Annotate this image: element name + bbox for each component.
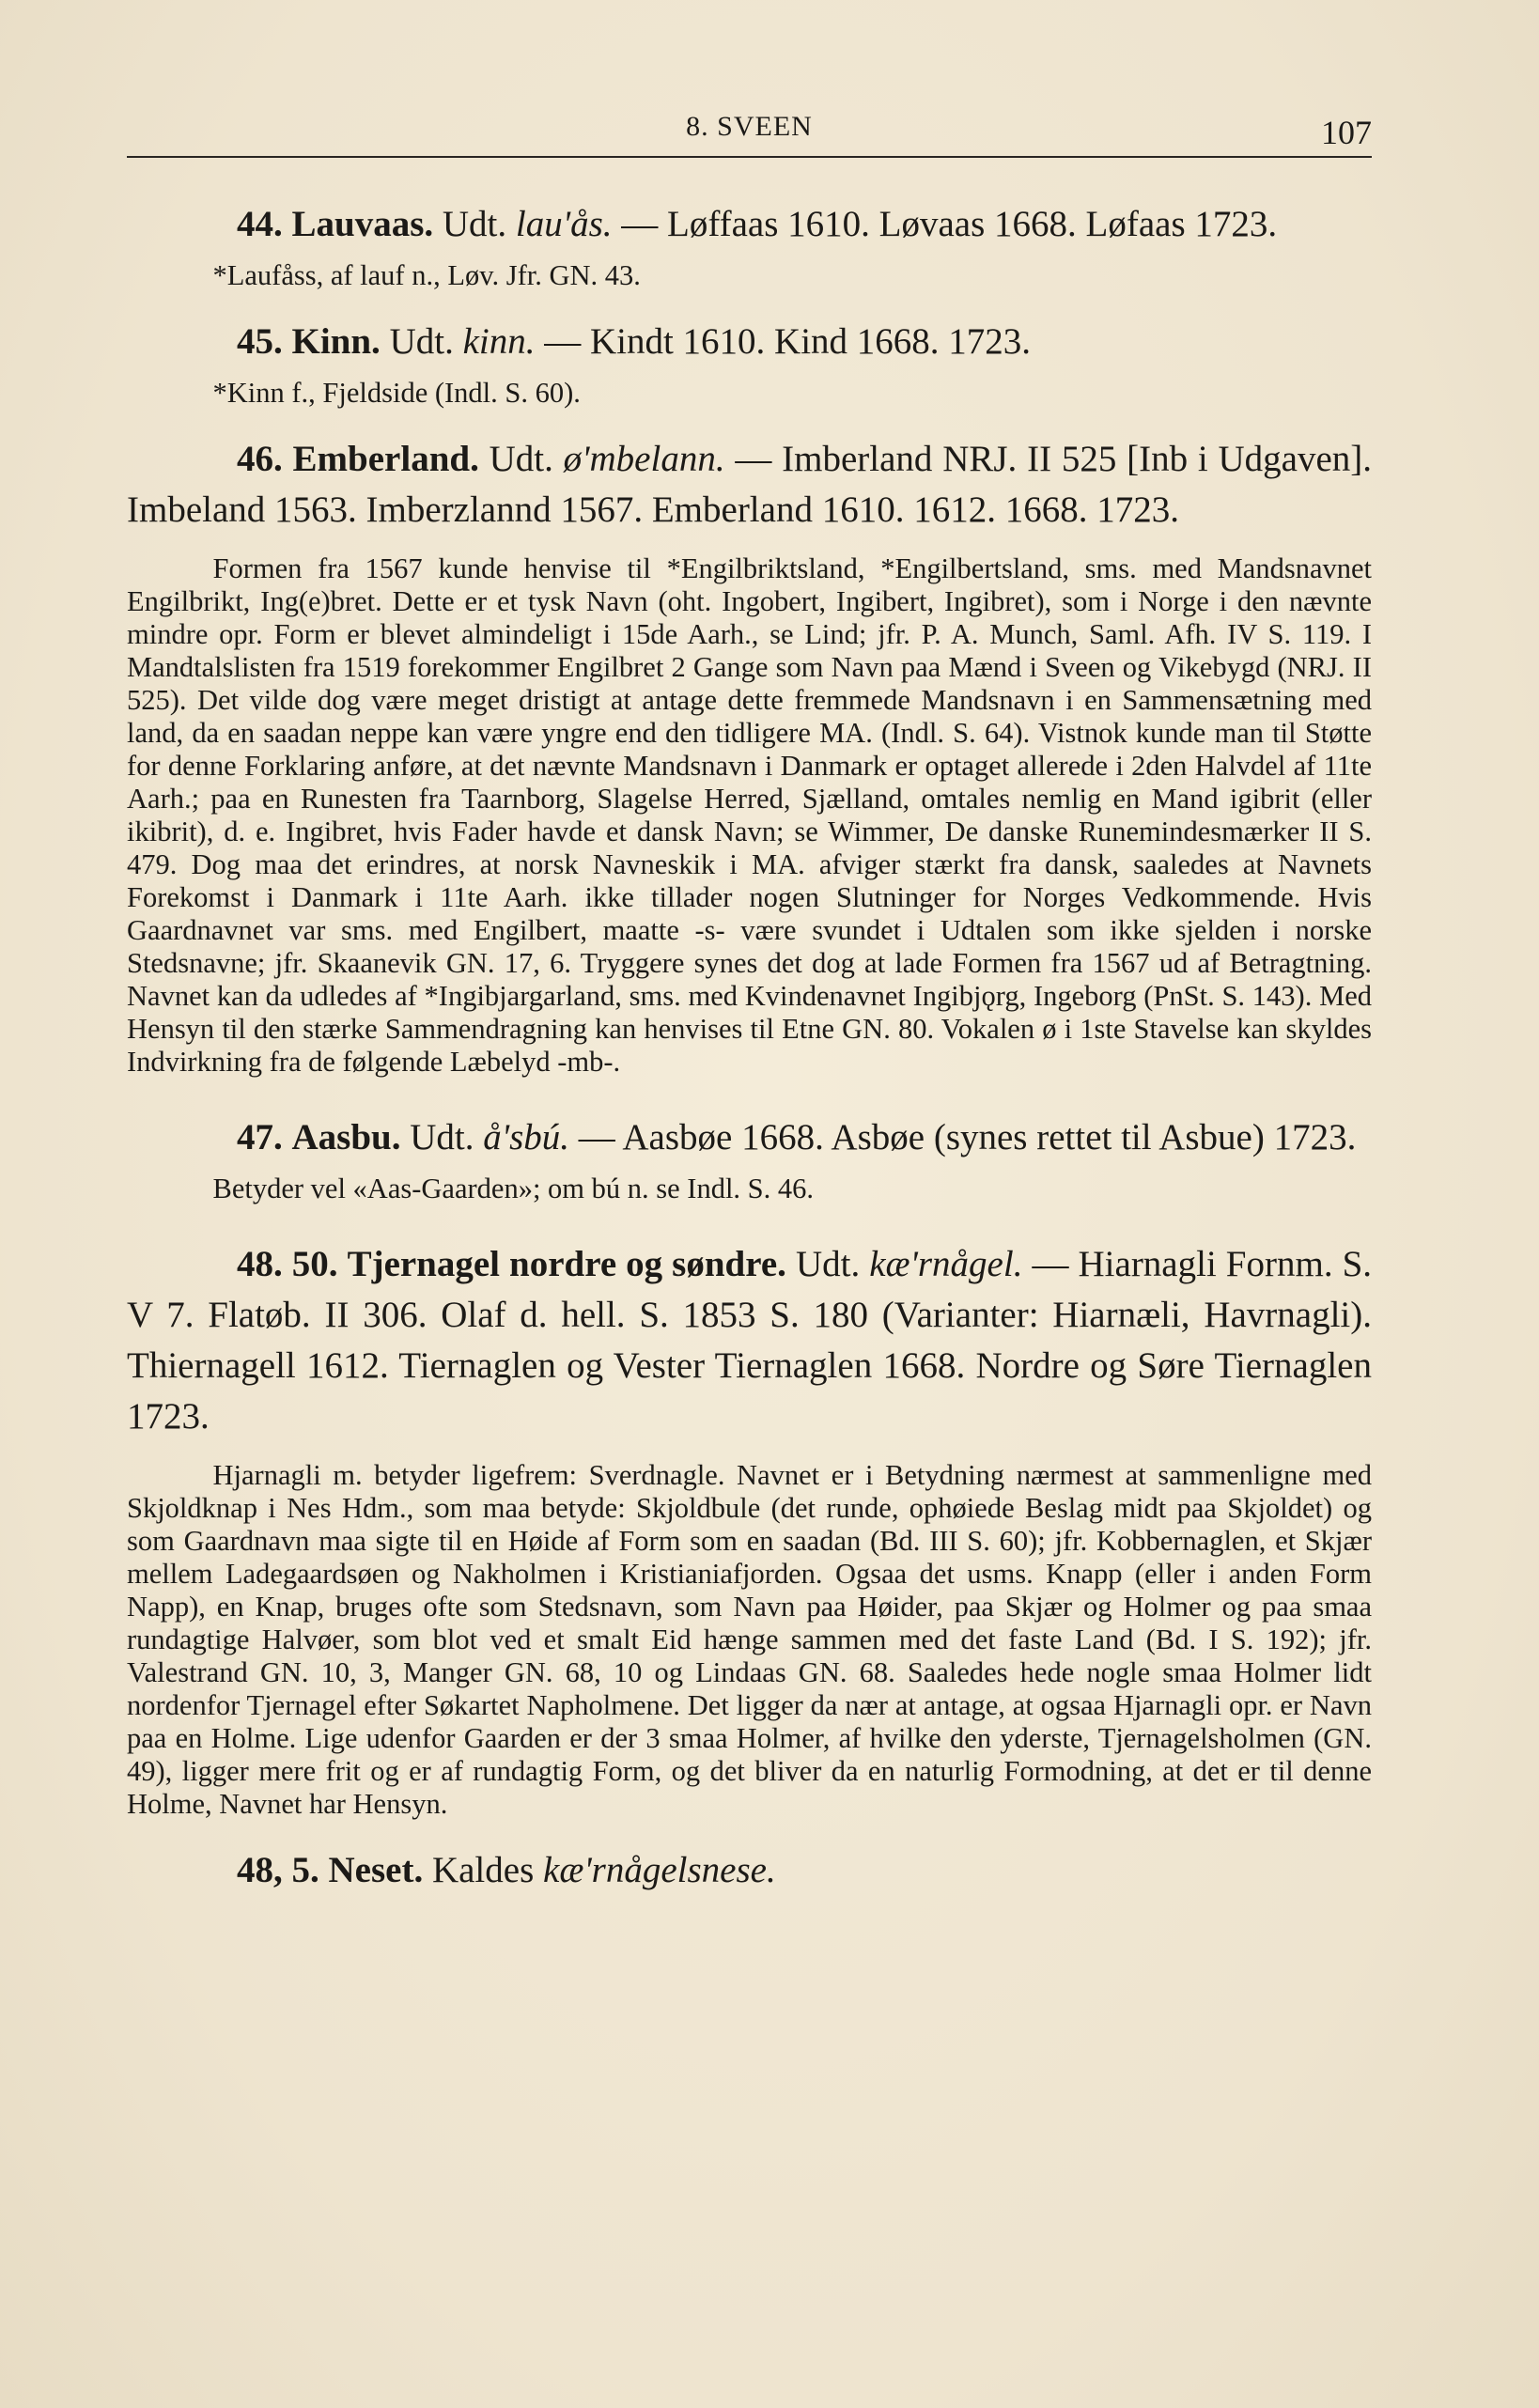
entry-number: 45.: [237, 321, 283, 362]
entry-44: [127, 199, 1372, 250]
entry-name: Lauvaas.: [291, 204, 434, 244]
entry-text: — Aasbøe 1668. Asbøe (synes rettet til Asbue) 1723.: [569, 1117, 1357, 1157]
entry-text: Kaldes: [423, 1850, 544, 1890]
entry-name: Kinn.: [291, 321, 381, 362]
entry-number: 48, 5.: [237, 1850, 319, 1890]
entry-46: [127, 434, 1372, 536]
entry-text: — Løffaas 1610. Løvaas 1668. Løfaas 1723.: [612, 204, 1278, 244]
entry-name: Tjernagel nordre og søndre.: [347, 1244, 786, 1284]
entry-udt: Udt.: [442, 204, 507, 244]
entry-udt: Udt.: [410, 1117, 474, 1157]
entry-number: 47.: [237, 1117, 283, 1157]
entry-name: Neset.: [328, 1850, 424, 1890]
entry-47-note: Betyder vel «Aas-Gaarden»; om bú n. se Indl. S. 46.: [212, 1173, 815, 1204]
entry-name: Aasbu.: [291, 1117, 401, 1157]
entry-udt: Udt.: [795, 1244, 861, 1284]
running-title: 8. SVEEN: [686, 111, 813, 142]
entry-name: Emberland.: [292, 439, 479, 479]
entry-udt: Udt.: [489, 439, 553, 479]
entry-47: [127, 1112, 1372, 1163]
entry-udt: Udt.: [389, 321, 454, 362]
entry-45: [127, 317, 1372, 367]
entry-text: — Hiarnagli Fornm. S. V 7. Flatøb. II 306. Olaf d. hell. S. 1853 S. 180 (Varianter: Hiarnæli, Havrnagli). Thiernagell 1612. Tiernaglen og Vester Tiernaglen 1668. Nordre og Søre Tiernaglen 1723.: [127, 1244, 1373, 1437]
entry-46-note: Formen fra 1567 kunde henvise til *Engilbriktsland, *Engilbertsland, sms. med Mandsnavnet Engilbrikt, Ing(e)bret. Dette er et tysk Navn (oht. Ingobert, Ingibert, Ingibret), som i Norge i den nævnte mindre opr. Form er blevet almindeligt i 15de Aarh., se Lind; jfr. P. A. Munch, Saml. Afh. IV S. 119. I Mandtalslisten fra 1519 forekommer Engilbret 2 Gange som Navn paa Mænd i Sveen og Vikebygd (NRJ. II 525). Det vilde dog være meget dristigt at antage dette fremmede Mandsnavn i en Sammensætning med land, da en saadan neppe kan være yngre end den tidligere MA. (Indl. S. 64). Vistnok kunde man til Støtte for denne Forklaring anføre, at det nævnte Mandsnavn i Danmark er optaget allerede i 2den Halvdel af 11te Aarh.; paa en Runesten fra Taarnborg, Slagelse Herred, Sjælland, omtales nemlig en Mand igibrit (eller ikibrit), d. e. Ingibret, hvis Fader havde et dansk Navn; se Wimmer, De danske Runemindesmærker II S. 479. Dog maa det erindres, at norsk Navneskik i MA. afviger stærkt fra dansk, saaledes at Navnets Forekomst i Danmark i 11te Aarh. ikke tillader nogen Slutninger for Norges Vedkommende. Hvis Gaardnavnet var sms. med Engilbert, maatte -s- være svundet i Udtalen som ikke sjelden i norske Stedsnavne; jfr. Skaanevik GN. 17, 6. Tryggere synes det dog at lade Formen fra 1567 ud af Betragtning. Navnet kan da udledes af *Ingibjargarland, sms. med Kvindenavnet Ingibjǫrg, Ingeborg (PnSt. S. 143). Med Hensyn til den stærke Sammendragning kan henvises til Etne GN. 80. Vokalen ø i 1ste Stavelse kan skyldes Indvirkning fra de følgende Læbelyd -mb-.: [127, 552, 1372, 1078]
entry-text: — Imberland NRJ. II 525 [Inb i Udgaven]. Imbeland 1563. Imberzlannd 1567. Emberland 1610. 1612. 1668. 1723.: [127, 439, 1373, 530]
entry-pronunciation: kæ'rnågel.: [869, 1244, 1023, 1284]
entry-44-note: *Laufåss, af lauf n., Løv. Jfr. GN. 43.: [212, 259, 641, 291]
entry-pronunciation: å'sbú.: [483, 1117, 570, 1157]
page-header: [127, 111, 1372, 158]
page-number: 107: [1321, 114, 1372, 151]
entry-pronunciation: lau'ås.: [515, 204, 613, 244]
page-body: [127, 199, 1372, 1896]
entry-45-note: *Kinn f., Fjeldside (Indl. S. 60).: [212, 377, 581, 409]
entry-pronunciation: kinn.: [462, 321, 536, 362]
entry-number: 44.: [237, 204, 283, 244]
entry-text: — Kindt 1610. Kind 1668. 1723.: [535, 321, 1032, 362]
entry-pronunciation: kæ'rnågelsnese.: [543, 1850, 776, 1890]
entry-number: 46.: [237, 439, 283, 479]
entry-number: 48. 50.: [237, 1244, 338, 1284]
entry-48-50-note: Hjarnagli m. betyder ligefrem: Sverdnagle. Navnet er i Betydning nærmest at sammenligne med Skjoldknap i Nes Hdm., som maa betyde: Skjoldbule (det runde, ophøiede Beslag midt paa Skjoldet) og som Gaardnavn maa sigte til en Høide af Form som en saadan (Bd. III S. 60); jfr. Kobbernaglen, et Skjær mellem Ladegaardsøen og Nakholmen i Kristianiafjorden. Ogsaa det usms. Knapp (eller i anden Form Napp), en Knap, bruges ofte som Stedsnavn, som Navn paa Høider, paa Skjær og Holmer og paa smaa rundagtige Halvøer, som blot ved et smalt Eid hænge sammen med det faste Land (Bd. I S. 192); jfr. Valestrand GN. 10, 3, Manger GN. 68, 10 og Lindaas GN. 68. Saaledes hede nogle smaa Holmer lidt nordenfor Tjernagel efter Søkartet Napholmene. Det ligger da nær at antage, at ogsaa Hjarnagli opr. er Navn paa en Holme. Lige udenfor Gaarden er der 3 smaa Holmer, af hvilke den yderste, Tjernagelsholmen (GN. 49), ligger mere frit og er af rundagtig Form, og det bliver da en naturlig Formodning, at det er til denne Holme, Navnet har Hensyn.: [127, 1459, 1372, 1820]
entry-pronunciation: ø'mbelann.: [563, 439, 725, 479]
entry-48-50: [127, 1239, 1372, 1442]
entry-48-5: [127, 1845, 1372, 1896]
